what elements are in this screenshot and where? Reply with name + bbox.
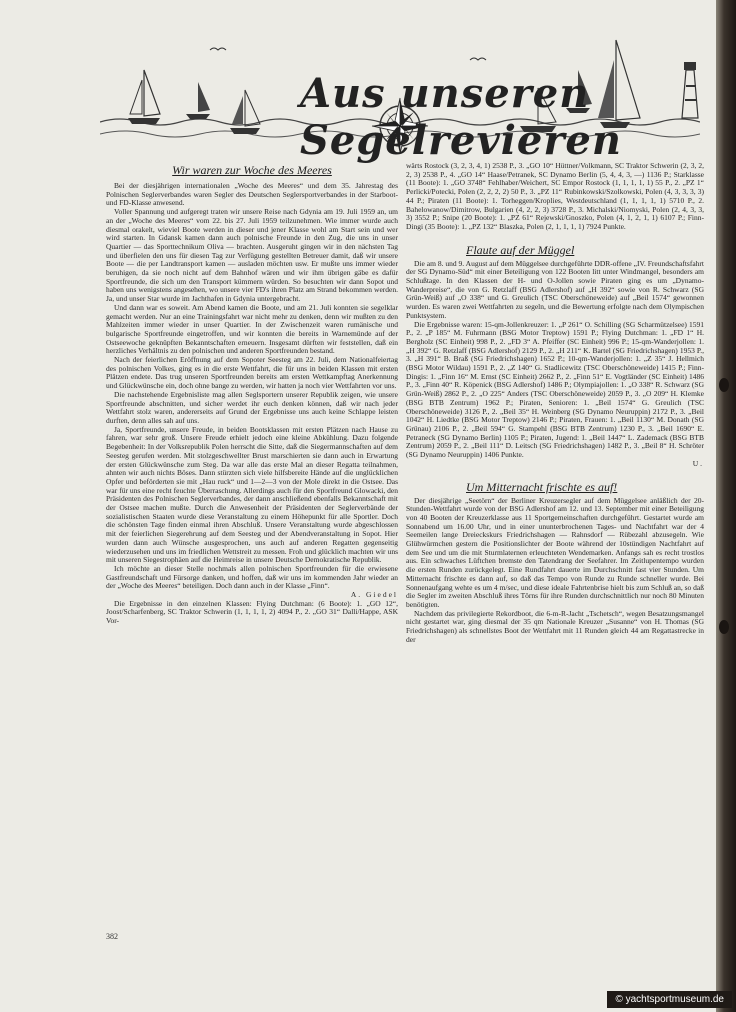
watermark: © yachtsportmuseum.de (607, 991, 732, 1008)
paragraph: Bei der diesjährigen internationalen „Woche des Meeres“ und dem 35. Jahrestag des Polnischen Seglerverbandes waren Segler des Deutschen Seglersportverbandes in der Starboot- und FD-Klasse anwesend. (106, 181, 398, 208)
page-number: 382 (106, 932, 118, 941)
paragraph: Ich möchte an dieser Stelle nochmals allen polnischen Sportfreunden für die erwiesene Gastfreundschaft und Fürsorge danken, und hoffen, daß wir uns im kommenden Jahr wieder an der „Woche des Meeres“ beteiligen. Doch dann auch in der Klasse „Finn“. (106, 563, 398, 591)
article-heading: Um Mitternacht frischte es auf! (466, 479, 618, 494)
results-paragraph: Die Ergebnisse in den einzelnen Klassen: Flying Dutchman: (6 Boote): 1. „GO 12“, Joost/Scharfenberg, SC Traktor Schwerin (1, 1, 1, 1, 2) 4094 P., 2. „GO 31“ Dalli/Happe, ASK Vor- (106, 598, 398, 626)
paragraph: Der diesjährige „Seetörn“ der Berliner Kreuzersegler auf dem Müggelsee anläßlich der 20-Stunden-Wettfahrt wurde von der BSG Adlershof am 12. und 13. September mit einer Beteiligung von 40 Booten der Kreuzerklasse aus 11 Sportgemeinschaften durchgeführt. Gestartet wurde am Sonnabend um 16.00 Uhr, und in einer ununterbrochenen Tages- und Nachtfahrt war der 4 Seemeilen lange Dreieckskurs Friedrichshagen — Rahnsdorf — Rübezahl abzusegeln. Wie Glühwürmchen gestern die Positionslichter der Boote während der 10stündigen Nachtfahrt auf dem See und um die mit Sturmlaternen erleuchteten Wendemarken. Anfangs sah es recht trostlos aus. Ein schwaches Lüftchen bremste den Tatendrang der Seefahrer. Im Zeitlupentempo wurden die ersten Runden zurückgelegt. Eine Rundfahrt dauerte im Durchschnitt fast vier Stunden. Um Mitternacht frischte es dann auf, so daß das Tempo von Runde zu Runde schneller wurde. Bei Sonnenaufgang wehte es um 4 m/sec, und diese ideale Fahrtenbrise hielt bis zum Schluß an, so daß die Segler im zweiten Abschluß ihres Törns für ihre Runden durchschnittlich nur noch 80 Minuten benötigten. (406, 495, 704, 609)
paragraph: Ja, Sportfreunde, unsere Freude, in beiden Bootsklassen mit ersten Plätzen nach Hause zu fahren, war sehr groß. Unsere Freude erhielt jedoch eine kleine Abkühlung. Dazu folgende Begebenheit: In der Volksrepublik Polen herrscht die Sitte, daß die Siegermannschaften auf dem Seesteg gerufen werden. Mit stolzgeschwellter Brust marschierten sie dann auch in Erwartung der ersten Glückwünsche zum Steg. Da war alle das erste Mal an dieser Regatta teilnahmen, ahnten wir auch nichts Böses. Dann stürzten sich viele hilfsbereite Hände auf die unglücklichen Opfer und beförderten sie mit „Hau ruck“ und 1—2—3 von der Mole direkt in die Ostsee. Das war für uns eine recht feuchte Überraschung. Allerdings auch für den Sportfreund Glowacki, den Präsidenten des Polnischen Seglerverbandes, der dann anschließend ebenfalls Bekanntschaft mit der Ostsee machen mußte. Durch die Anwesenheit der Präsidenten der Seglerverbände der sozialistischen Staaten wurde diese Veranstaltung zu einem Höhepunkt für alle Sportler. Doch die schönsten Tage finden einmal ihren Abschluß. Unsere Veranstaltung wurde abgeschlossen mit der feierlichen Siegerehrung auf dem Seesteg und der Abendveranstaltung in Sopot. Hier wurden dann auch Wünsche ausgesprochen, uns auch auf anderen Regatten gegenseitig wiederzusehen und uns im friedlichen Wettstreit zu messen. Froh und glücklich machten wir uns mit unseren Siegestrophäen auf die Heimreise in unsere Deutsche Demokratische Republik. (106, 424, 398, 565)
paragraph: Voller Spannung und aufgeregt traten wir unsere Reise nach Gdynia am 19. Juli 1959 an, um an der „Woche des Meeres“ vom 22. bis 27. Juli 1959 teilzunehmen. Wie immer wurde auch diesmal orakelt, wieviel Boote werden in dieser und jener Klasse wohl am Start sein und wer wird starten. In Gdansk kamen dann auch polnische Freunde in den Zug, die uns in unser Quartier — das Sporttechnikum Oliva — brachten. Ausgeruht gingen wir in den nächsten Tag und überfielen den uns für diesen Tag zur Verfügung gestellten Betreuer damit, daß wir unsere Boote — die per Landtransport kamen — ausladen möchten usw. Er mußte uns immer wieder beruhigen, da sie noch nicht auf dem Bahnhof wären und wir ihm übrigen gäbe es dafür Sportfreunde, die sich um den Transport kümmern würden. So besuchten wir dann Sopot und haben uns wenigstens angesehen, wo unsere vier FD's ihren Platz am Strand bekommen werden. Ja, und unser Star wurde im Jachthafen in Gdynia untergebracht. (106, 207, 398, 304)
paragraph: Und dann war es soweit. Am Abend kamen die Boote, und am 21. Juli konnten sie segelklar gemacht werden. Nur an eine Trainingsfahrt war nicht mehr zu denken, denn wir mußten zu den Mahlzeiten immer wieder in unser Quartier. In der Zwischenzeit waren rumänische und bulgarische Sportfreunde eingetroffen, und wir konnten die bereits in Warnemünde auf der Ostseewoche geknüpften Bekanntschaften erneuern. Insgesamt dürften wir feststellen, daß ein herzliches Verhältnis zu den polnischen und anderen Sportfreunden bestand. (106, 302, 398, 356)
results-paragraph: Die Ergebnisse waren: 15-qm-Jollenkreuzer: 1. „P 261“ O. Schilling (SG Scharmützelsee) 1591 P., 2. „P 185“ M. Fuhrmann (BSG Motor Treptow) 1591 P.; Flying Dutchman: 1. „FD 1“ H. Bergholz (SC Einheit) 998 P., 2. „FD 3“ A. Pfeiffer (SC Einheit) 996 P.; 15-qm-Wanderjollen: 1. „H 392“ G. Retzlaff (BSG Adlershof) 2129 P., 2. „H 211“ K. Bartel (SG Friedrichshagen) 1953 P., 3. „H 391“ B. Braß (SG Friedrichshagen) 1652 P.; 10-qm-Wanderjollen: 1. „Z 35“ J. Hellmich (BSG Motor Wildau) 1591 P., 2. „Z 140“ G. Stadlicewitz (TSC Oberschöneweide) 1415 P.; Finn-Dingis: 1. „Finn 16“ M. Ernst (SC Einheit) 2662 P., 2. „Finn 51“ E. Vogtländer (SC Einheit) 1486 P., 3. „Finn 40“ R. Köpenick (BSG Adlershof) 1486 P.; Olympiajollen: 1. „O 338“ R. Schwarz (SG Grün-Weiß) 2862 P., 2. „O 225“ Anders (TSC Oberschöneweide) 2059 P., 3. „O 209“ H. Klemke (BSG BTB Zentrum) 1962 P.; Piraten, Senioren: 1. „Beil 1574“ G. Greulich (TSC Oberschöneweide) 3126 P., 2. „Beil 35“ H. Weinberg (SG Dynamo Neuruppin) 2172 P., 3. „Beil 1042“ H. Liedtke (BSG Motor Treptow) 2146 P.; Piraten, Frauen: 1. „Beil 1130“ M. Donath (SG Grünau) 2106 P., 2. „Beil 594“ G. Stampehl (BSG BTB Zentrum) 1230 P., 3. „Beil 1690“ E. Petraneck (SG Dynamo Berlin) 1105 P.; Piraten, Jugend: 1. „Beil 1447“ L. Zademack (BSG BTB Zentrum) 2059 P., 2. „Beil 111“ D. Leitsch (SG Friedrichshagen) 1482 P., 3. „Beil 8“ H. Schröter (SG Dynamo Neuruppin) 1406 Punkte. (406, 319, 704, 460)
article-heading: Flaute auf der Müggel (466, 242, 575, 257)
banner-title: Aus unseren Segelrevieren (300, 70, 622, 164)
results-continued: wärts Rostock (3, 2, 3, 4, 1) 2538 P., 3. „GO 10“ Hüttner/Volkmann, SC Traktor Schwerin (2, 3, 2, 2, 3) 2538 P., 4. „GO 14“ Haase/Petranek, SC Dynamo Berlin (5, 4, 4, 3, —) 1136 P.; Starklasse (11 Boote): 1. „GO 3748“ Fehlhaber/Weichert, SC Empor Rostock (1, 1, 1, 1, 1) 55 P., 2. „PZ 1“ Perlicki/Potecki, Polen (2, 2, 2, 2) 50 P., 3. „PZ 11“ Rubinkowski/Szolkowski, Polen (4, 3, 3, 3, 3) 44 P.; Piraten (11 Boote): 1. Torheggen/Kroplies, Westdeutschland (1, 1, 1, 1, 1) 5710 P., 2. Bahelowanow/Dimitrow, Bulgarien (4, 2, 2, 3) 3728 P., 3. Michalski/Niomyski, Polen (2, 4, 3, 3, 3) 3552 P.; Snipe (20 Boote): 1. „PZ 61“ Rejewski/Gnoszko, Polen (4, 1, 2, 1, 1) 6107 P.; Finn-Dingi (35 Boote): 1. „PZ 132“ Blaszka, Polen (2, 1, 1, 1, 1) 7924 Punkte. (406, 161, 704, 231)
paragraph: Nachdem das privilegierte Rekordboot, die 6-m-R-Jacht „Tschetsch“, wegen Besatzungsmangel nicht gestartet war, ging diesmal der 35 qm Nationale Kreuzer „Susanne“ von H. Thomas (SG Friedrichshagen) als schnellstes Boot der Wettfahrt mit 11 Runden gleich 44 am Regattastrecke in der (406, 608, 704, 644)
paragraph: Nach der feierlichen Eröffnung auf dem Sopoter Seesteg am 22. Juli, dem Nationalfeiertag des polnischen Volkes, ging es in die erste Wettfahrt, die für uns in beiden Klassen mit ersten Plätzen endete. Das trug unseren Sportfreunden bereits am ersten Wettkampftag Anerkennung und Glückwünsche ein, doch ohne bange zu werden, wir hatten ja noch vier Wettfahrten vor uns. (106, 355, 398, 391)
sailboat-icon (186, 82, 210, 119)
paragraph: Die am 8. und 9. August auf dem Müggelsee durchgeführte DDR-offene „IV. Freundschaftsfahrt der SG Dynamo-Süd“ mit einer Beteiligung von 122 Booten litt unter Windmangel, besonders am Schlußtage. In den Klassen der H- und O-Jollen sowie Piraten ging es um „Dynamo-Wanderpreise“, die von G. Retzlaff (BSG Adlershof) auf „H 392“ sowie von R. Schwarz (SG Grün-Weiß) auf „O 338“ und G. Greulich (TSC Oberschöneweide) auf „Beil 1574“ gewonnen wurden. Es waren zwei Wettfahrten zu segeln, und die Bewertung erfolgte nach dem Olympischen Punktsystem. (406, 258, 704, 320)
right-column (406, 162, 704, 644)
paragraph: Die nachstehende Ergebnisliste mag allen Seglsportern unserer Republik zeigen, wie unsere Sportfreunde abschnitten, und sicher werdet ihr euch denken können, daß wir nach jeder Wettfahrt stolz waren, andererseits auf Grund der Ergebnisse uns auch keine Schlappe leisten durften, denn alles sah auf uns. (106, 389, 398, 425)
author-signature: U. (692, 458, 704, 468)
section-banner (100, 30, 700, 164)
left-column (106, 162, 398, 626)
book-spine (716, 0, 736, 1012)
sailboat-icon (128, 70, 160, 124)
sailboat-icon (230, 90, 260, 134)
article-heading: Wir waren zur Woche des Meeres (172, 163, 332, 177)
author-signature: A. Giedel (350, 590, 398, 600)
